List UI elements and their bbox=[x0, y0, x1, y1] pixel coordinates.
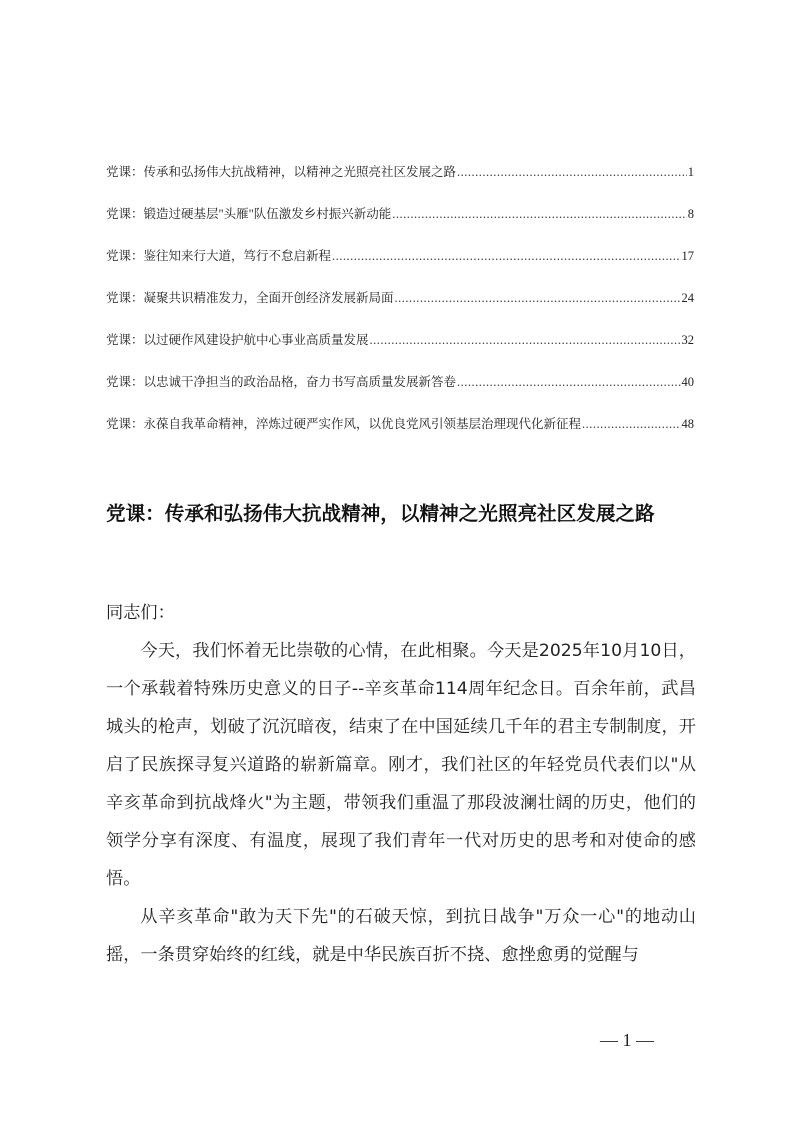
salutation: 同志们： bbox=[106, 603, 175, 623]
toc-entry[interactable] bbox=[106, 372, 694, 414]
toc-entry[interactable] bbox=[106, 288, 694, 330]
toc-entry[interactable] bbox=[106, 162, 694, 204]
toc-dot-leader bbox=[332, 249, 680, 264]
body-paragraph: 从辛亥革命"敢为天下先"的石破天惊，到抗日战争"万众一心"的地动山摇，一条贯穿始终的红线，就是中华民族百折不挠、愈挫愈勇的觉醒与 bbox=[106, 907, 696, 965]
toc-entry-page: 8 bbox=[687, 207, 694, 221]
toc-dot-leader bbox=[457, 165, 687, 180]
toc-entry-page: 32 bbox=[681, 333, 694, 347]
toc-entry[interactable] bbox=[106, 204, 694, 246]
toc-dot-leader bbox=[392, 207, 687, 222]
toc-entry[interactable] bbox=[106, 414, 694, 456]
toc-entry-page: 24 bbox=[681, 291, 694, 305]
toc-dot-leader bbox=[395, 291, 681, 306]
toc-entry-title: 党课：传承和弘扬伟大抗战精神，以精神之光照亮社区发展之路 bbox=[106, 165, 457, 179]
toc-entry-title: 党课：永葆自我革命精神，淬炼过硬严实作风，以优良党风引领基层治理现代化新征程 bbox=[106, 417, 582, 431]
toc-entry-page: 48 bbox=[681, 417, 694, 431]
toc-dot-leader bbox=[370, 333, 681, 348]
toc-entry-title: 党课：凝聚共识精准发力，全面开创经济发展新局面 bbox=[106, 291, 394, 305]
toc-entry[interactable] bbox=[106, 330, 694, 372]
toc-entry-page: 1 bbox=[687, 165, 694, 179]
toc-entry-title: 党课：以过硬作风建设护航中心事业高质量发展 bbox=[106, 333, 369, 347]
toc-dot-leader bbox=[457, 375, 680, 390]
toc-entry-page: 40 bbox=[681, 375, 694, 389]
toc-entry-title: 党课：锻造过硬基层"头雁"队伍激发乡村振兴新动能 bbox=[106, 207, 392, 221]
page-number: — 1 — bbox=[600, 1030, 654, 1050]
toc-entry-page: 17 bbox=[681, 249, 694, 263]
toc-dot-leader bbox=[582, 417, 680, 432]
body-paragraph: 今天，我们怀着无比崇敬的心情，在此相聚。今天是2025年10月10日，一个承载着特殊历史意义的日子--辛亥革命114周年纪念日。百余年前，武昌城头的枪声，划破了沉沉暗夜，结束了在中国延续几千年的君主专制制度，开启了民族探寻复兴道路的崭新篇章。刚才，我们社区的年轻党员代表们以"从辛亥革命到抗战烽火"为主题，带领我们重温了那段波澜壮阔的历史，他们的领学分享有深度、有温度，展现了我们青年一代对历史的思考和对使命的感悟。 bbox=[106, 641, 696, 889]
toc-entry-title: 党课：鉴往知来行大道，笃行不怠启新程 bbox=[106, 249, 332, 263]
toc-entry-title: 党课：以忠诚干净担当的政治品格，奋力书写高质量发展新答卷 bbox=[106, 375, 457, 389]
toc-entry[interactable] bbox=[106, 246, 694, 288]
document-body bbox=[106, 594, 696, 974]
document-title: 党课：传承和弘扬伟大抗战精神，以精神之光照亮社区发展之路 bbox=[106, 502, 655, 525]
table-of-contents bbox=[106, 162, 694, 456]
